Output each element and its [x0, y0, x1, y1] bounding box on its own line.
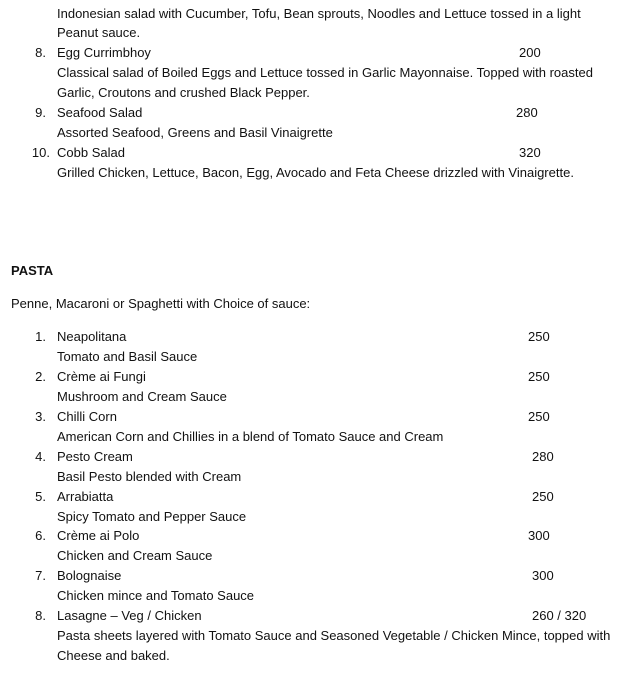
pasta-2-desc: Mushroom and Cream Sauce: [57, 389, 227, 404]
pasta-4-name: Pesto Cream: [57, 449, 133, 464]
salad-10-number: 10.: [31, 145, 50, 160]
pasta-7-desc: Chicken mince and Tomato Sauce: [57, 588, 255, 603]
pasta-3-desc: American Corn and Chillies in a blend of Tomato Sauce and Cream: [57, 429, 444, 444]
pasta-4-number: 4.: [35, 449, 46, 464]
pasta-6-name: Crème ai Polo: [57, 528, 140, 543]
salad-10-name: Cobb Salad: [57, 145, 125, 160]
pasta-1-desc: Tomato and Basil Sauce: [57, 349, 198, 364]
pasta-5-number: 5.: [35, 489, 46, 504]
salad-8-number: 8.: [35, 45, 46, 60]
pasta-3-price: 250: [528, 409, 550, 424]
pasta-2-price: 250: [528, 369, 550, 384]
pasta-5-desc: Spicy Tomato and Pepper Sauce: [57, 509, 247, 524]
pasta-1-number: 1.: [35, 329, 46, 344]
pasta-1-price: 250: [528, 329, 550, 344]
pasta-6-number: 6.: [35, 528, 46, 543]
pasta-3-name: Chilli Corn: [57, 409, 117, 424]
pasta-heading: PASTA: [11, 263, 54, 278]
pasta-4-price: 280: [532, 449, 554, 464]
pasta-8-desc-line1: Pasta sheets layered with Tomato Sauce and Seasoned Vegetable / Chicken Mince, topped with: [57, 628, 611, 643]
pasta-8-name: Lasagne – Veg / Chicken: [57, 608, 202, 623]
pasta-8-desc-line2: Cheese and baked.: [57, 648, 170, 663]
salad-8-desc-line1: Classical salad of Boiled Eggs and Lettuce tossed in Garlic Mayonnaise. Topped with roasted: [57, 65, 593, 80]
salad-10-price: 320: [519, 145, 541, 160]
pasta-5-price: 250: [532, 489, 554, 504]
salad-9-name: Seafood Salad: [57, 105, 143, 120]
pasta-7-number: 7.: [35, 568, 46, 583]
pasta-2-number: 2.: [35, 369, 46, 384]
pasta-8-number: 8.: [35, 608, 46, 623]
salad-9-price: 280: [516, 105, 538, 120]
pasta-4-desc: Basil Pesto blended with Cream: [57, 469, 242, 484]
salad-9-desc-line1: Assorted Seafood, Greens and Basil Vinaigrette: [57, 125, 333, 140]
salad-9-number: 9.: [35, 105, 46, 120]
salad-8-price: 200: [519, 45, 541, 60]
pasta-intro: Penne, Macaroni or Spaghetti with Choice of sauce:: [11, 296, 311, 311]
pasta-7-name: Bolognaise: [57, 568, 122, 583]
pasta-6-price: 300: [528, 528, 550, 543]
pasta-3-number: 3.: [35, 409, 46, 424]
pasta-7-price: 300: [532, 568, 554, 583]
pasta-8-price: 260 / 320: [532, 608, 587, 623]
pasta-5-name: Arrabiatta: [57, 489, 114, 504]
pasta-2-name: Crème ai Fungi: [57, 369, 146, 384]
pasta-1-name: Neapolitana: [57, 329, 127, 344]
salad-10-desc-line1: Grilled Chicken, Lettuce, Bacon, Egg, Avocado and Feta Cheese drizzled with Vinaigrette.: [57, 165, 574, 180]
salad-7-desc-line1: Indonesian salad with Cucumber, Tofu, Bean sprouts, Noodles and Lettuce tossed in a light: [57, 6, 581, 21]
pasta-6-desc: Chicken and Cream Sauce: [57, 548, 213, 563]
salad-8-desc-line2: Garlic, Croutons and crushed Black Pepper.: [57, 85, 310, 100]
salad-8-name: Egg Currimbhoy: [57, 45, 151, 60]
salad-7-desc-line2: Peanut sauce.: [57, 25, 141, 40]
